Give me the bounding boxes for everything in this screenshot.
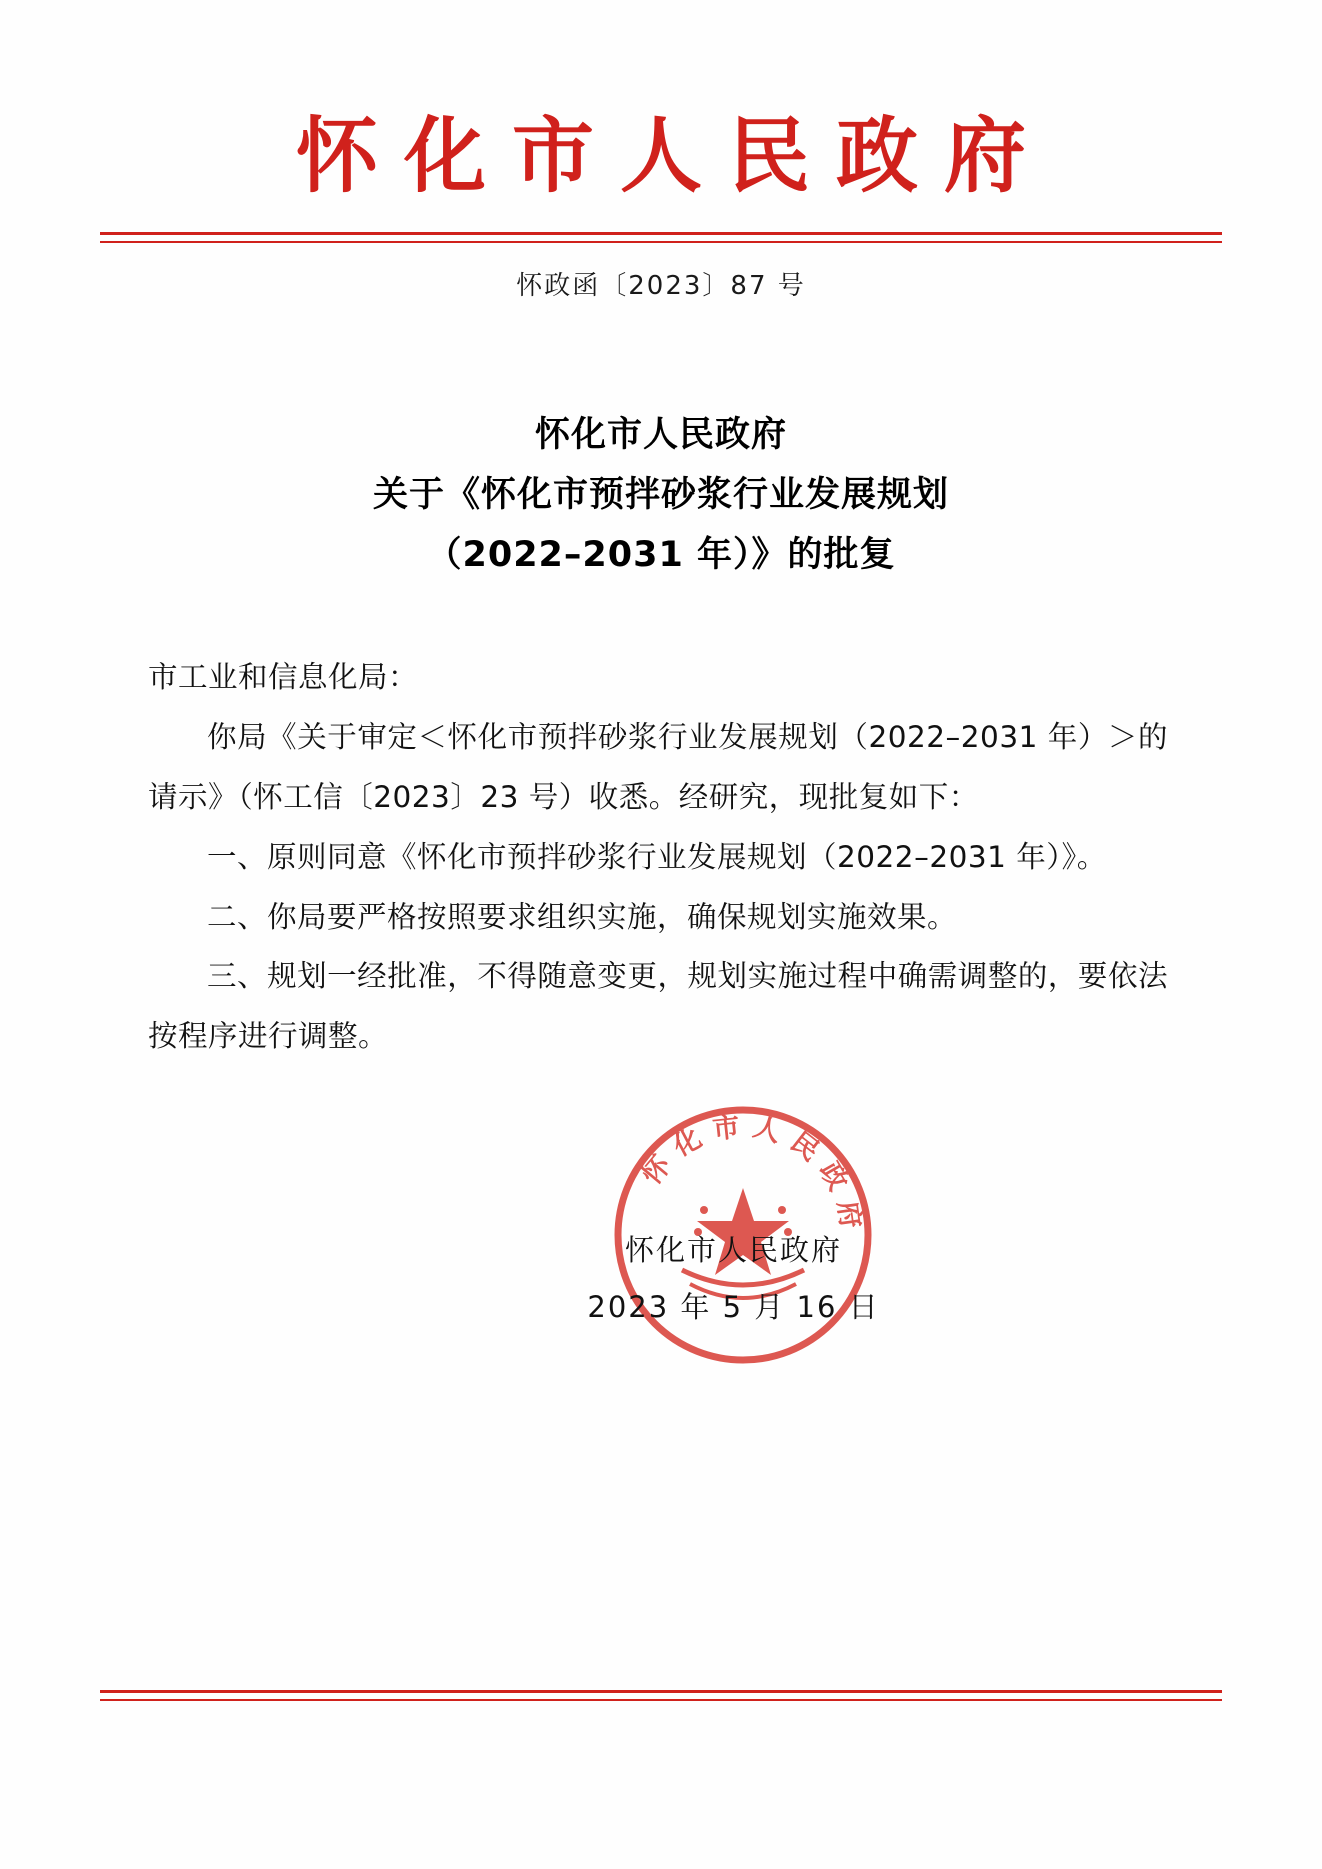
signature-date: 2023 年 5 月 16 日 [587,1289,880,1324]
svg-text:怀化市人民政府: 怀化市人民政府 [636,1110,868,1242]
masthead-title: 怀化市人民政府 [295,109,1052,204]
document-number: 怀政函〔2023〕87 号 [516,271,806,301]
body-paragraph-3: 二、你局要严格按照要求组织实施，确保规划实施效果。 [207,899,958,934]
body-paragraph-1: 你局《关于审定＜怀化市预拌砂浆行业发展规划（2022–2031 年）＞的请示》（怀工信〔2023〕23 号）收悉。经研究，现批复如下： [148,719,1168,814]
recipient-line: 市工业和信息化局： [148,660,419,694]
body-paragraph-2: 一、原则同意《怀化市预拌砂浆行业发展规划（2022–2031 年）》。 [207,839,1107,874]
title-line-2: 关于《怀化市预拌砂浆行业发展规划 [372,475,949,516]
title-line-3: （2022–2031 年）》的批复 [426,535,896,576]
signature-issuer: 怀化市人民政府 [624,1233,842,1267]
masthead-divider-rule [100,232,1222,243]
document-body [148,648,1168,1067]
title-line-1: 怀化市人民政府 [534,415,787,455]
signature-block [0,1222,1322,1335]
body-paragraph-4: 三、规划一经批准，不得随意变更，规划实施过程中确需调整的，要依法按程序进行调整。 [148,959,1168,1054]
footer-divider-rule [100,1690,1222,1701]
masthead [0,109,1322,204]
document-title [0,405,1322,586]
